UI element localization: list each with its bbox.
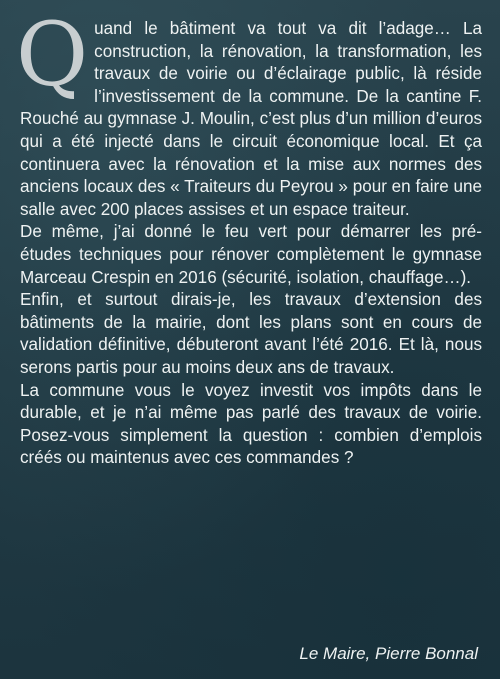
paragraph-4: La commune vous le voyez investit vos impôts dans le durable, et je n’ai même pas parlé des travaux de voirie. Posez-vous simplement la question : combien d’emplois créés ou maintenus avec ces commandes ?	[20, 380, 482, 468]
drop-cap: Q	[16, 3, 89, 106]
paragraph-1	[16, 3, 482, 221]
signature: Le Maire, Pierre Bonnal	[299, 644, 478, 663]
letter-body	[16, 3, 482, 470]
paragraph-2: De même, j’ai donné le feu vert pour démarrer les pré-études techniques pour rénover complètement le gymnase Marceau Crespin en 2016 (sécurité, isolation, chauffage…).	[20, 222, 482, 287]
paragraph-1-text: uand le bâtiment va tout va dit l’adage… La construction, la rénovation, la transformation, les travaux de voirie ou d’éclairage public, là réside l’investissement de la commune. De la cantine F. Rouché au gymnase J. Moulin, c’est plus d’un million d’euros qui a été injecté dans le circuit économique local. Et ça continuera avec la rénovation et la mise aux normes des anciens locaux des « Traiteurs du Peyrou » pour en faire une salle avec 200 places assises et un espace traiteur.	[20, 19, 482, 219]
paragraph-3: Enfin, et surtout dirais-je, les travaux d’extension des bâtiments de la mairie, dont les plans sont en cours de validation définitive, débuteront avant l’été 2016. Et là, nous serons partis pour au moins deux ans de travaux.	[20, 290, 482, 377]
